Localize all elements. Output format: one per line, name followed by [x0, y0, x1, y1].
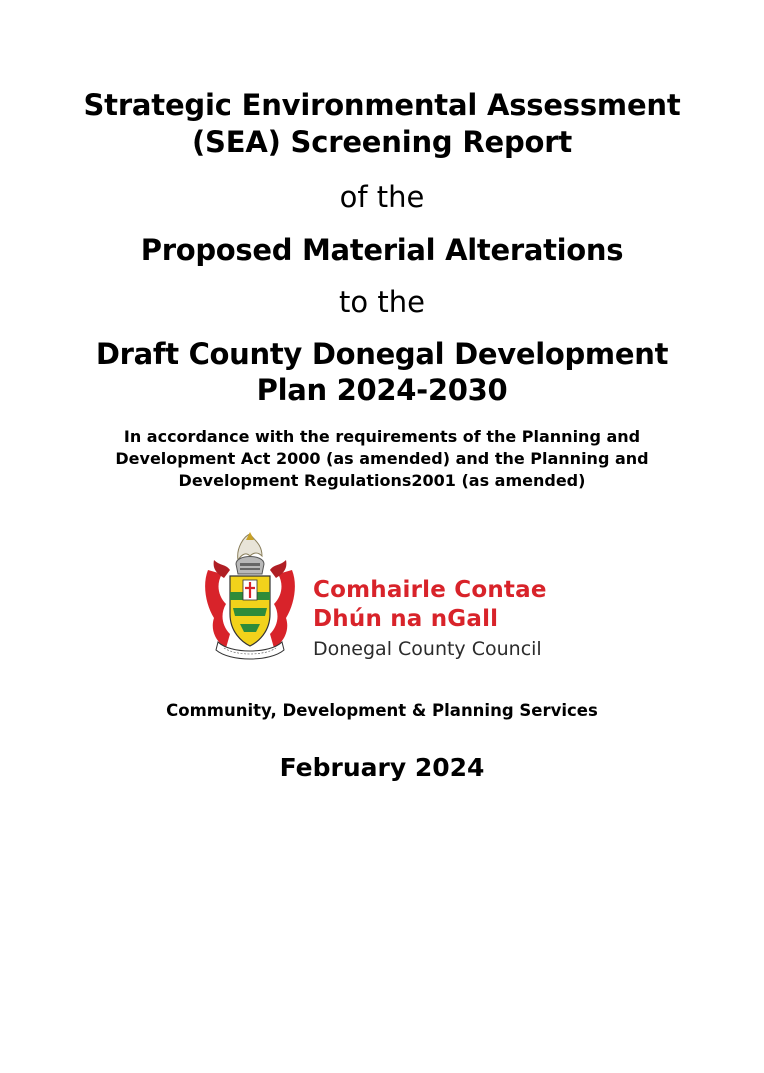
subtitle-line-2: Development Act 2000 (as amended) and the Planning and: [115, 449, 649, 468]
title-line-proposed-alterations: Proposed Material Alterations: [140, 233, 624, 267]
logo-name-irish-line-1: Comhairle Contae: [313, 577, 547, 603]
council-crest-icon: [200, 530, 300, 670]
subtitle-line-1: In accordance with the requirements of the Planning and: [123, 427, 641, 446]
subtitle-line-3: Development Regulations2001 (as amended): [178, 471, 586, 490]
logo-name-irish-line-2: Dhún na nGall: [313, 606, 499, 632]
title-line-draft-plan: Draft County Donegal Development: [95, 337, 669, 371]
publication-date: February 2024: [279, 753, 485, 782]
title-connector-of-the: of the: [339, 180, 425, 214]
title-line-2: (SEA) Screening Report: [192, 125, 572, 159]
title-line-1: Strategic Environmental Assessment: [83, 88, 681, 122]
logo-name-english: Donegal County Council: [313, 638, 542, 660]
department-name: Community, Development & Planning Services: [166, 701, 598, 720]
title-connector-to-the: to the: [339, 285, 425, 319]
council-logo: [180, 520, 600, 680]
title-line-plan-years: Plan 2024-2030: [256, 373, 508, 407]
